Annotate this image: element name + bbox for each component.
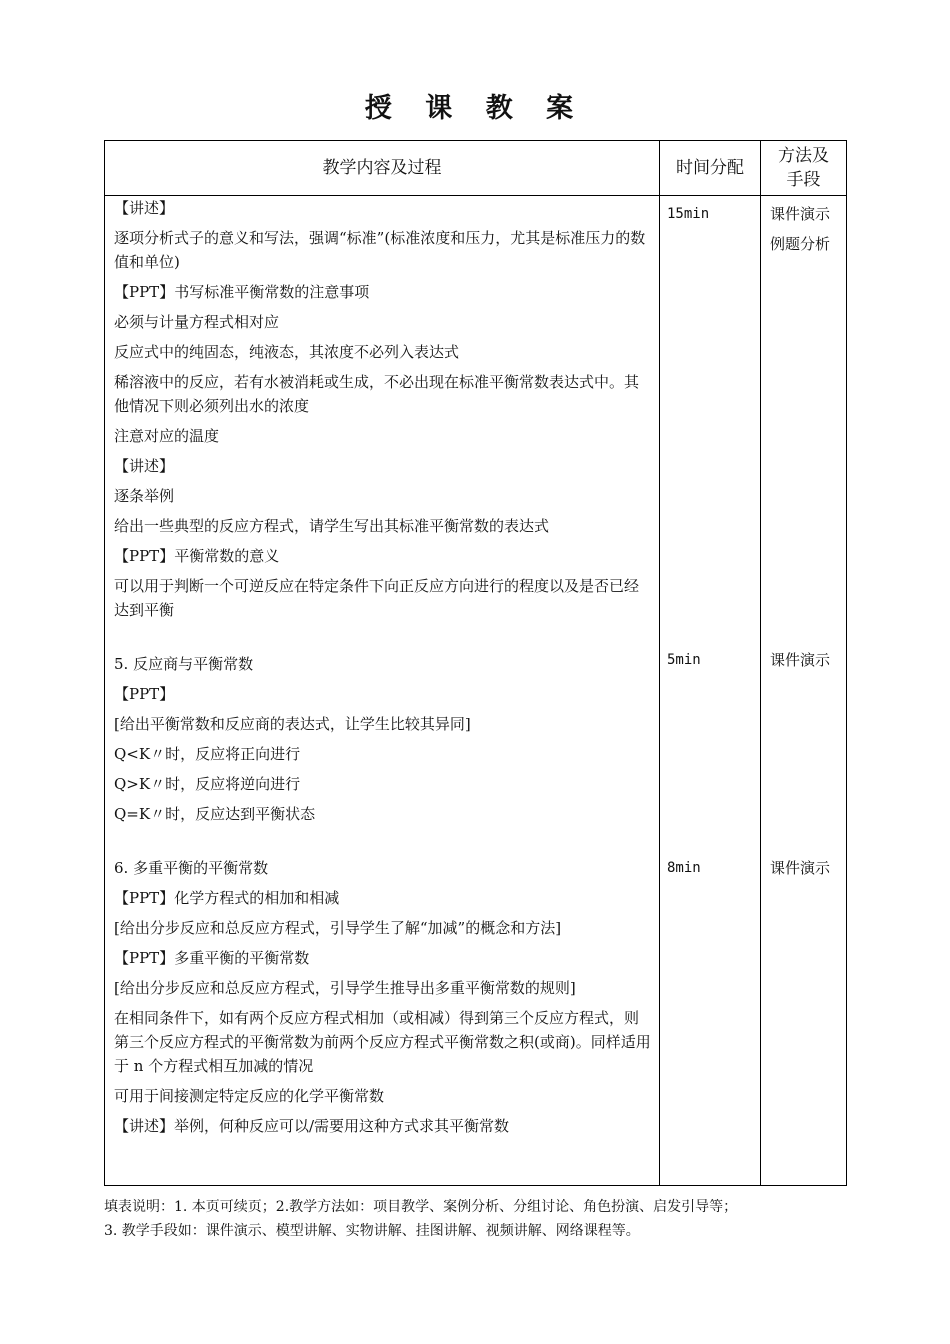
header-method	[761, 141, 846, 195]
content-line: 可以用于判断一个可逆反应在特定条件下向正反应方向进行的程度以及是否已经达到平衡	[114, 577, 640, 619]
header-method-line2: 手段	[786, 170, 821, 190]
column-divider	[659, 141, 660, 1185]
content-line: 注意对应的温度	[114, 427, 220, 445]
content-line: 【PPT】化学方程式的相加和相减	[114, 889, 340, 907]
content-line: 【PPT】	[114, 685, 175, 703]
content-line: Q=K〃时，反应达到平衡状态	[114, 805, 316, 823]
time-allocation: 5min	[667, 652, 701, 668]
spacer	[114, 832, 652, 856]
column-divider	[760, 141, 761, 1185]
time-allocation: 8min	[667, 860, 701, 876]
content-line: 【讲述】	[114, 199, 175, 217]
content-line: 可用于间接测定特定反应的化学平衡常数	[114, 1087, 385, 1105]
content-line: 5. 反应商与平衡常数	[114, 655, 254, 673]
content-line: [给出平衡常数和反应商的表达式，让学生比较其异同]	[114, 715, 471, 733]
page-title: 授 课 教 案	[364, 93, 586, 124]
lesson-plan-table	[104, 140, 847, 1186]
content-column	[114, 196, 652, 1144]
content-line: 【PPT】书写标准平衡常数的注意事项	[114, 283, 370, 301]
content-line: 必须与计量方程式相对应	[114, 313, 280, 331]
method-block-3	[770, 853, 830, 883]
method-item: 课件演示	[770, 205, 831, 223]
content-line: [给出分步反应和总反应方程式，引导学生推导出多重平衡常数的规则]	[114, 979, 576, 997]
content-line: 稀溶液中的反应，若有水被消耗或生成，不必出现在标准平衡常数表达式中。其他情况下则必须列出水的浓度	[114, 373, 640, 415]
header-content: 教学内容及过程	[322, 158, 442, 178]
content-line: Q>K〃时，反应将逆向进行	[114, 775, 301, 793]
spacer	[114, 628, 652, 652]
time-allocation: 15min	[667, 206, 710, 222]
content-line: [给出分步反应和总反应方程式，引导学生了解“加减”的概念和方法]	[114, 919, 562, 937]
header-method-line1: 方法及	[778, 146, 829, 166]
content-line: 在相同条件下，如有两个反应方程式相加（或相减）得到第三个反应方程式，则第三个反应方程式的平衡常数为前两个反应方程式平衡常数之积(或商)。同样适用于 n 个方程式相互加减的情况	[114, 1009, 651, 1075]
footnote-line: 填表说明：1. 本页可续页；2.教学方法如：项目教学、案例分析、分组讨论、角色扮演、启发引导等；	[104, 1199, 738, 1215]
content-line: 反应式中的纯固态，纯液态，其浓度不必列入表达式	[114, 343, 460, 361]
content-line: 6. 多重平衡的平衡常数	[114, 859, 269, 877]
footnote-line: 3. 教学手段如：课件演示、模型讲解、实物讲解、挂图讲解、视频讲解、网络课程等。	[104, 1223, 640, 1239]
content-line: 【PPT】多重平衡的平衡常数	[114, 949, 310, 967]
content-line: 给出一些典型的反应方程式，请学生写出其标准平衡常数的表达式	[114, 517, 550, 535]
method-block-2	[770, 645, 830, 675]
content-line: 【讲述】举例，何种反应可以/需要用这种方式求其平衡常数	[114, 1117, 510, 1135]
content-line: 【讲述】	[114, 457, 175, 475]
content-line: 逐项分析式子的意义和写法，强调“标准”(标准浓度和压力，尤其是标准压力的数值和单位)	[114, 229, 646, 271]
content-line: 逐条举例	[114, 487, 175, 505]
method-item: 课件演示	[770, 859, 831, 877]
footnote	[104, 1195, 864, 1243]
method-item: 例题分析	[770, 235, 831, 253]
method-block-1	[770, 199, 830, 259]
method-item: 课件演示	[770, 651, 831, 669]
content-line: 【PPT】平衡常数的意义	[114, 547, 280, 565]
content-line: Q<K〃时，反应将正向进行	[114, 745, 301, 763]
header-time: 时间分配	[676, 158, 744, 178]
